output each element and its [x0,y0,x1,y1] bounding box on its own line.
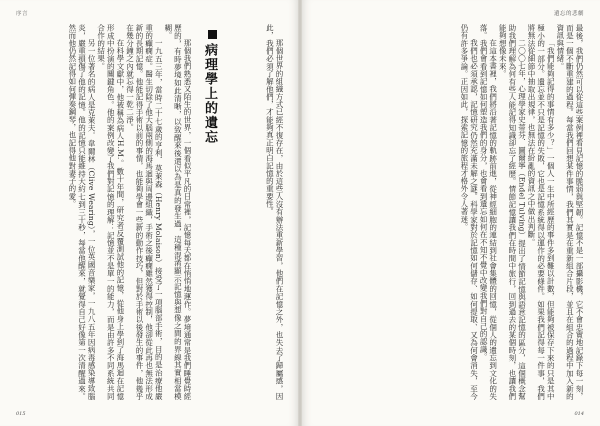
body-paragraph: 二〇〇七年，心理學家史蒂芬．圖爾寧（Endel Tulving）提出了情節記憶與語意記憶的區分，這個概念幫助我們理解為何有些人能記得知識卻忘了經歷。情節記憶讓我們在時間中旅行，回到過去的某個時刻，也讓我們能夠想像未來。 [498,24,527,400]
section-heading-text: 病理學上的遺忘 [202,43,217,145]
body-paragraph: 在科學文獻中，他被稱為病人H.M.。數十年間，研究者反覆測試他的記憶，從他身上學到了海馬迴在記憶形成中扮演的關鍵角色。他的案例改變了我們對記憶的理解：記憶並不是單一的能力，而是由許多不同系統共同合作的結果。 [96,24,125,400]
body-paragraph: 那個我們熟悉又陌生的世界，一個看似平凡的日常裡，記憶每天都在悄悄地運作。夢境通常是我們睡覺時經歷的，有時夢境如此清晰，以致醒來後還以為是真的發生過，這種混淆顯示記憶與想像之間的界線其實相當模糊。 [163,24,192,400]
left-page [0,0,298,426]
heading-square-icon [208,30,217,39]
left-body-text [14,24,192,400]
section-heading [199,30,219,150]
tail-paragraph: 那個世界的組織方式已經不復存在，由於這些人沒有辦法重新學習，他們在記憶之外，也失去了歸屬感，因此，我們必須了解他們，才能夠真正明白記憶的重要性。 [265,24,284,400]
body-paragraph: 最後，我們仍然可以從這些案例裡看見記憶的脆弱與堅韌。記憶不是一部攝影機，它不會忠實地記錄下每一刻，而是一個不斷重建的過程。每當我們回想某件事情，我們其實是在重新組合片段，並且在組合的過程中加入新的資訊與情緒。 [555,24,584,400]
right-body-text [318,24,584,400]
body-paragraph: 我們也必須承認，記憶研究仍然充滿未解之謎。科學家對於記憶如何儲存、如何提取、又為何會消失，至今仍有許多爭論。正因如此，探索記憶的旅程才格外令人著迷。 [459,24,479,400]
body-paragraph: 在這本書裡，我們將沿著記憶的軌跡前進，從神經細胞的連結到社會集體的回憶，從個人的遺忘到文化的失落。我們會看到記憶如何塑造我們的身分，也會看到遺忘如何在不知不覺中改變我們對自己的認識。 [479,24,498,400]
page-number-left: 015 [16,411,26,417]
running-head-right: 遺忘的悲劇 [553,11,584,17]
body-paragraph: 另一位著名的病人是克萊夫．韋爾林（Clive Wearing），一位英國音樂家，一九八五年因病毒感染導致腦炎，嚴重損傷了他的記憶。他的記憶只能維持大約七到三十秒，每當他醒來，就覺得自己好像第一次清醒過來。然而他仍然記得如何彈奏鋼琴，也記得他對妻子的愛。 [67,24,97,400]
body-paragraph: 「我們能夠記得的事情有多少？」一個人一生中所經歷的事件多到難以計數，但能夠被保存下來的只是其中極小的一部分。遺忘並不只是記憶的失敗，它也是記憶系統得以運作的必要條件。如果我們記得每一件事，我們將無法從細節中抽取出規律，也無法在紛亂的資訊之中做出判斷。 [527,24,556,400]
running-head-left: 序言 [16,11,29,17]
right-page [302,0,600,426]
page-number-right: 014 [574,411,584,417]
body-paragraph: 一九五三年，當時二十七歲的亨利．莫萊森（Henry Molaison）接受了一項腦部手術，目的是治療他嚴重的癲癇症。醫生切除了他大腦兩側的海馬迴與周邊組織，手術之後癲癇雖然獲得控制，他卻從此再也無法形成新的長期記憶。他能記得手術以前的事情，也能夠學會一些新的動作技巧，但對於手術以後發生的事件，他幾乎在幾分鐘之內就忘得一乾二淨。 [125,24,164,400]
previous-section-tail [220,24,284,400]
